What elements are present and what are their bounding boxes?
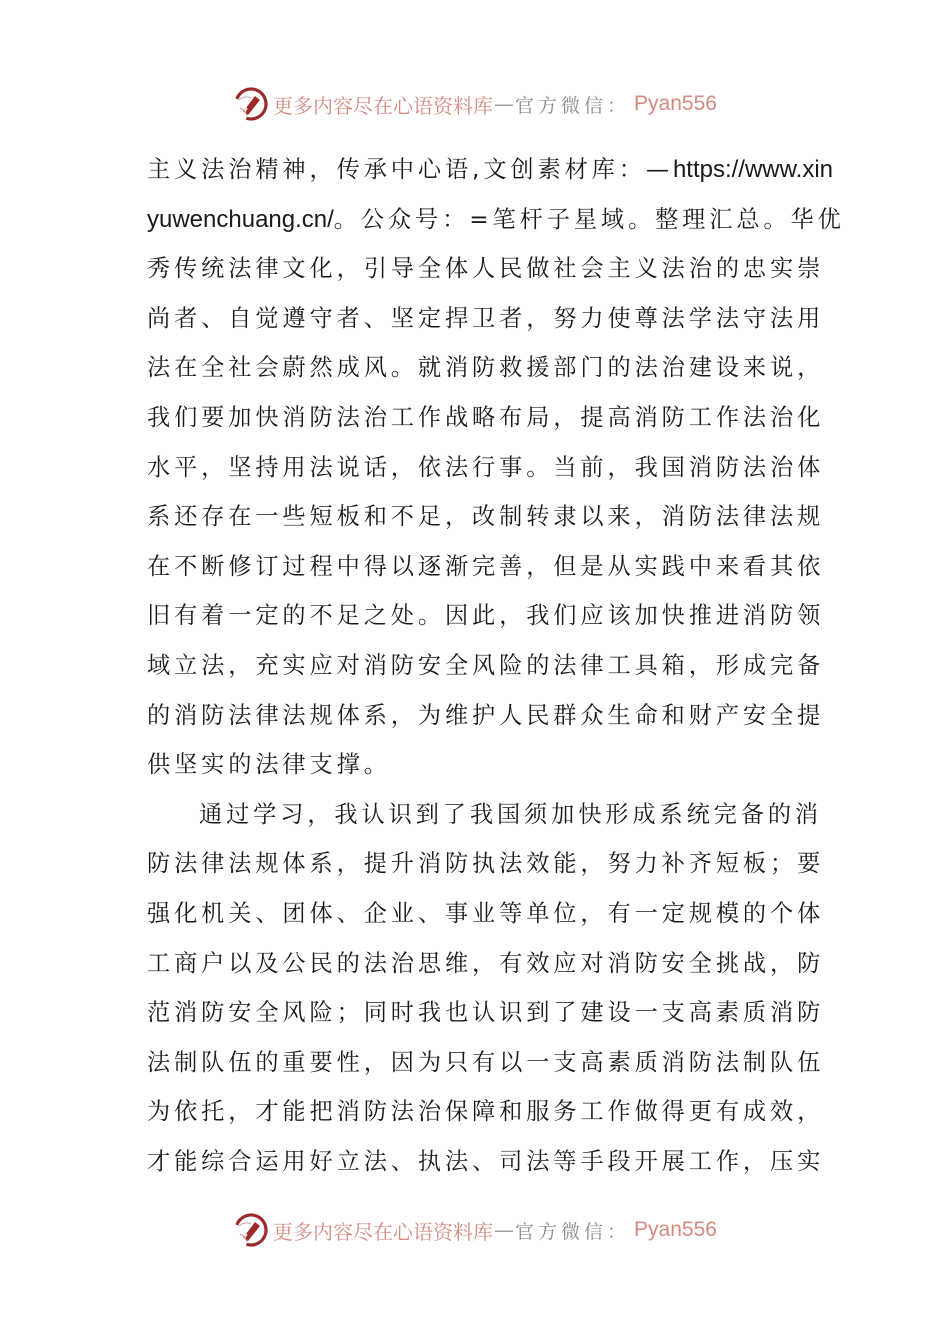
text-line: 工商户以及公民的法治思维，有效应对消防安全挑战，防: [147, 949, 825, 977]
text-line: 的消防法律法规体系，为维护人民群众生命和财产安全提: [147, 701, 825, 729]
text-line: 域立法，充实应对消防安全风险的法律工具箱，形成完备: [147, 651, 825, 679]
wechat-id: Pyan556: [634, 1218, 717, 1241]
text-line: 在不断修订过程中得以逐渐完善，但是从实践中来看其依: [147, 552, 825, 580]
text-line: 系还存在一些短板和不足，改制转隶以来，消防法律法规: [147, 503, 825, 531]
wechat-label: 官方微信：: [515, 1220, 631, 1243]
header-banner: [0, 84, 950, 124]
url-fragment: https://www.xin: [672, 156, 833, 183]
text-line: 旧有着一定的不足之处。因此，我们应该加快推进消防领: [147, 602, 825, 630]
wechat-id: Pyan556: [634, 92, 717, 115]
text-line: 法制队伍的重要性，因为只有以一支高素质消防法制队伍: [147, 1048, 825, 1076]
document-body: [147, 145, 845, 1186]
footer-banner: [0, 1210, 950, 1250]
banner-slogan: 更多内容尽在心语资料库: [273, 1219, 494, 1244]
text-line: 强化机关、团体、企业、事业等单位，有一定规模的个体: [147, 899, 825, 927]
text-line: 秀传统法律文化，引导全体人民做社会主义法治的忠实崇: [147, 255, 825, 283]
quill-pen-logo-icon: [233, 1212, 269, 1248]
wechat-label: 官方微信：: [515, 94, 631, 117]
url-fragment: yuwenchuang.cn/: [147, 205, 334, 233]
text-line: 主义法治精神，传承中心语,文创素材库：—https://www.xin: [147, 156, 833, 183]
paragraph-start-line: 通过学习，我认识到了我国须加快形成系统完备的消: [199, 800, 823, 828]
text-line: 为依托，才能把消防法治保障和服务工作做得更有成效，: [147, 1098, 825, 1126]
text-line: 防法律法规体系，提升消防执法效能，努力补齐短板；要: [147, 850, 825, 878]
text-line: 范消防安全风险；同时我也认识到了建设一支高素质消防: [147, 999, 825, 1027]
text-line: 才能综合运用好立法、执法、司法等手段开展工作，压实: [147, 1147, 825, 1175]
banner-slogan: 更多内容尽在心语资料库: [273, 93, 494, 118]
text-line: 法在全社会蔚然成风。就消防救援部门的法治建设来说，: [147, 354, 825, 382]
banner-separator: —: [494, 92, 515, 116]
text-line: 我们要加快消防法治工作战略布局，提高消防工作法治化: [147, 403, 825, 431]
text-line: yuwenchuang.cn/。公众号：=笔杆子星域。整理汇总。华优: [147, 205, 845, 233]
text-line: 尚者、自觉遵守者、坚定捍卫者，努力使尊法学法守法用: [147, 304, 825, 332]
text-line: 供坚实的法律支撑。: [147, 751, 391, 779]
banner-separator: —: [494, 1218, 515, 1242]
text-line: 水平，坚持用法说话，依法行事。当前，我国消防法治体: [147, 453, 825, 481]
quill-pen-logo-icon: [233, 86, 269, 122]
